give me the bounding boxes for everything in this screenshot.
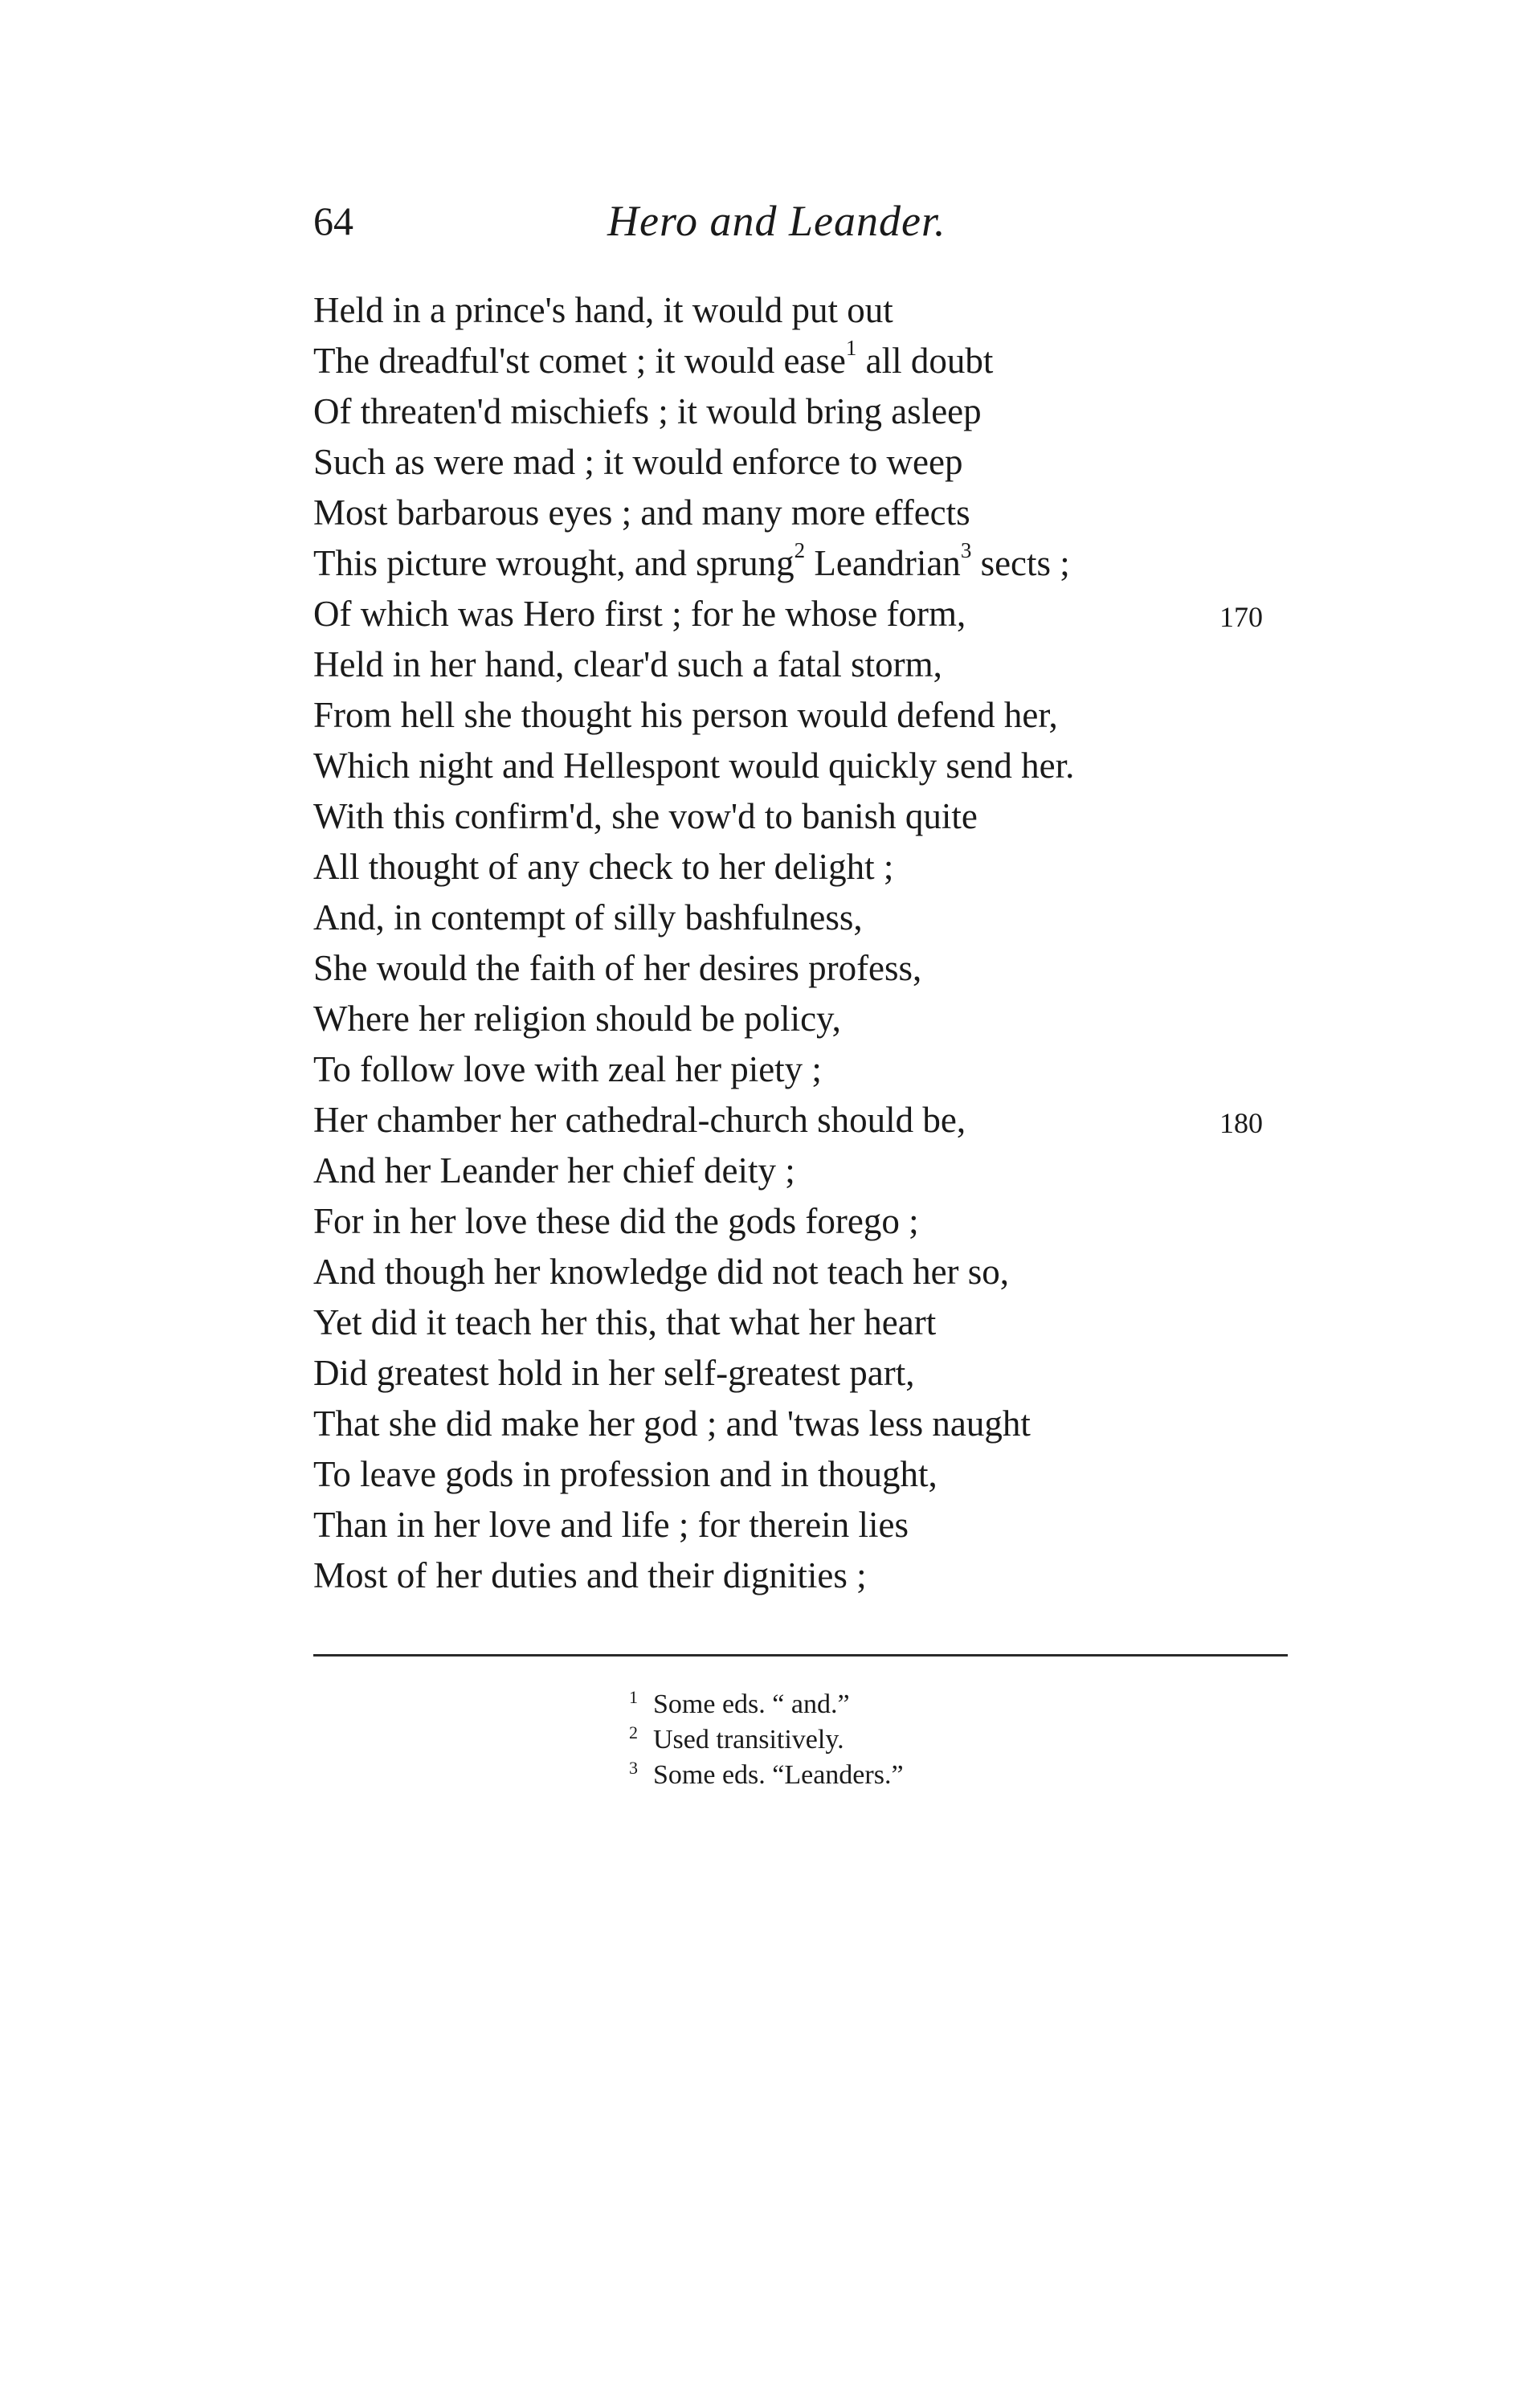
poem-line [313, 386, 1301, 437]
line-text: Which night and Hellespont would quickly send her. [313, 746, 1075, 786]
line-text: And her Leander her chief deity ; [313, 1150, 795, 1191]
poem-line [313, 1095, 1301, 1146]
poem-line [313, 1550, 1301, 1601]
footnote-text: Some eds. “ and.” [653, 1689, 850, 1719]
poem-line [313, 639, 1301, 690]
poem-body [313, 285, 1301, 1601]
line-text: With this confirm'd, she vow'd to banish quite [313, 796, 978, 836]
line-text: all doubt [856, 341, 994, 381]
line-number: 170 [1219, 601, 1263, 633]
poem-line [313, 1348, 1301, 1399]
footnote: 2 Used transitively. [629, 1722, 844, 1755]
footnote-divider [313, 1654, 1288, 1657]
poem-line [313, 437, 1301, 488]
poem-line [313, 589, 1301, 639]
line-text: To follow love with zeal her piety ; [313, 1049, 822, 1089]
poem-line [313, 1247, 1301, 1297]
footnote-text: Some eds. “Leanders.” [653, 1760, 904, 1790]
poem-line [313, 1146, 1301, 1196]
page-number: 64 [313, 198, 353, 243]
poem-line [313, 1500, 1301, 1550]
poem-line [313, 1399, 1301, 1449]
footnote-text: Used transitively. [653, 1725, 844, 1755]
poem-line [313, 994, 1301, 1044]
poem-line [313, 1196, 1301, 1247]
line-text: Did greatest hold in her self-greatest part, [313, 1353, 915, 1393]
line-text: To leave gods in profession and in thought, [313, 1454, 937, 1494]
poem-line [313, 893, 1301, 943]
line-text: Where her religion should be policy, [313, 999, 841, 1039]
poem-line [313, 1044, 1301, 1095]
line-text: Than in her love and life ; for therein lies [313, 1505, 909, 1545]
poem-line [313, 943, 1301, 994]
footnotes [629, 1687, 904, 1793]
line-text: Held in her hand, clear'd such a fatal storm, [313, 644, 942, 684]
line-text: The dreadful'st comet ; it would ease [313, 341, 846, 381]
line-text: Most barbarous eyes ; and many more effects [313, 492, 970, 533]
line-number: 180 [1219, 1107, 1263, 1139]
line-text: From hell she thought his person would defend her, [313, 695, 1058, 735]
line-text: Leandrian [805, 543, 961, 583]
line-text: And though her knowledge did not teach her so, [313, 1252, 1010, 1292]
line-text: And, in contempt of silly bashfulness, [313, 897, 863, 938]
line-text: Yet did it teach her this, that what her heart [313, 1302, 937, 1342]
running-title: Hero and Leander. [607, 197, 946, 245]
line-text: Such as were mad ; it would enforce to weep [313, 442, 963, 482]
line-text: Her chamber her cathedral-church should be, [313, 1100, 966, 1140]
line-text: All thought of any check to her delight ; [313, 847, 894, 887]
line-text: Of threaten'd mischiefs ; it would bring asleep [313, 391, 982, 431]
footnote-reference: 1 [845, 336, 857, 360]
poem-line [313, 285, 1301, 336]
poem-line [313, 1297, 1301, 1348]
poem-line [313, 791, 1301, 842]
footnote: 3 Some eds. “Leanders.” [629, 1757, 904, 1790]
poem-line [313, 690, 1301, 741]
line-text: Held in a prince's hand, it would put out [313, 290, 893, 330]
line-text: That she did make her god ; and 'twas less naught [313, 1403, 1031, 1444]
poem-line [313, 1449, 1301, 1500]
line-text: Of which was Hero first ; for he whose form, [313, 594, 966, 634]
poem-line [313, 336, 1301, 386]
line-text: Most of her duties and their dignities ; [313, 1555, 867, 1595]
line-text: She would the faith of her desires profess, [313, 948, 922, 988]
poem-line [313, 842, 1301, 893]
poem-line [313, 741, 1301, 791]
footnote-reference: 2 [794, 538, 806, 562]
poem-line [313, 538, 1301, 589]
line-text: sects ; [971, 543, 1070, 583]
line-text: For in her love these did the gods forego ; [313, 1201, 919, 1241]
line-text: This picture wrought, and sprung [313, 543, 795, 583]
poem-line [313, 488, 1301, 538]
footnote-reference: 3 [960, 538, 972, 562]
footnote: 1 Some eds. “ and.” [629, 1686, 850, 1719]
